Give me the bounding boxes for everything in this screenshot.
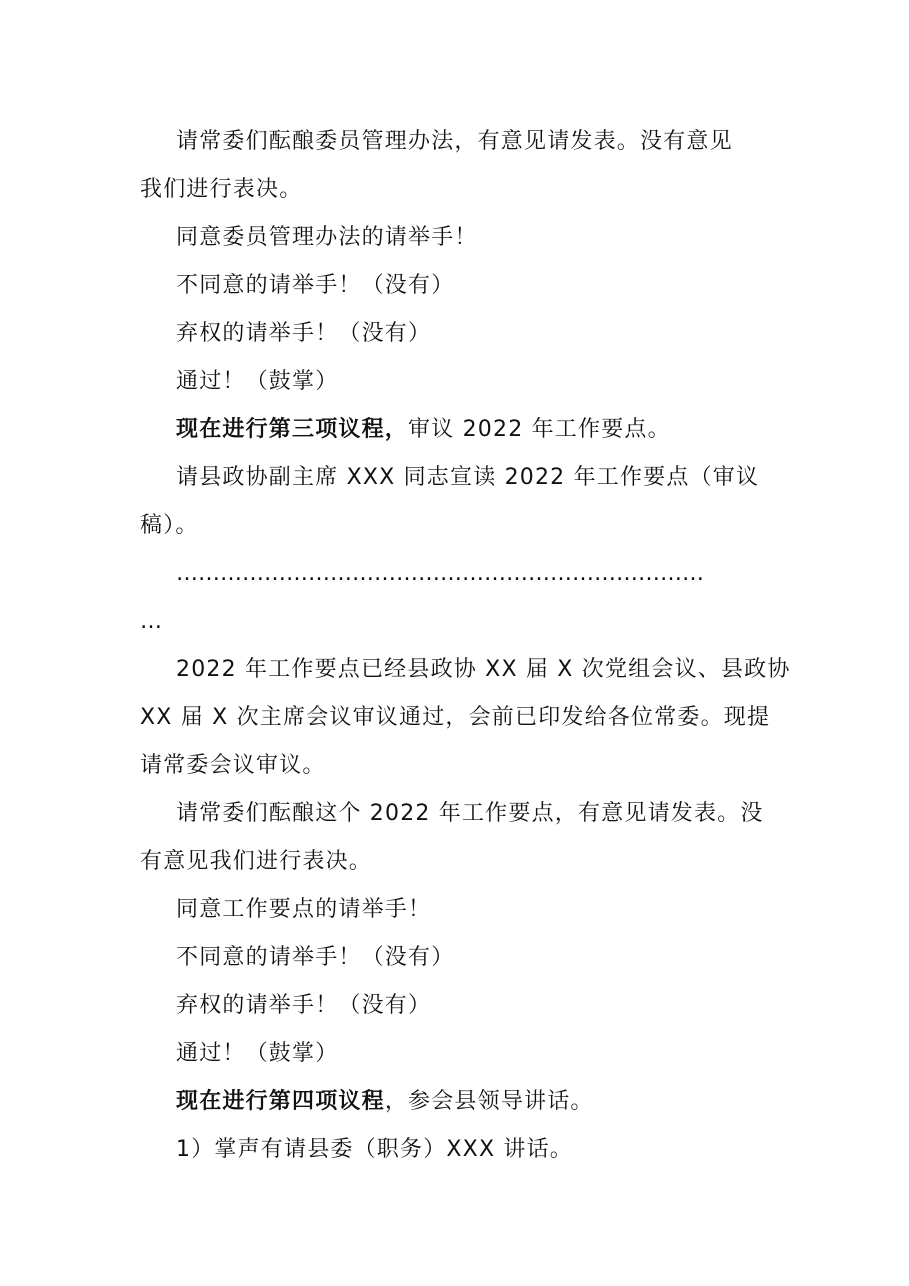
agenda-item-heading: 现在进行第三项议程， [176,417,409,442]
agenda-item-heading: 现在进行第四项议程 [176,1089,385,1114]
agenda-item-line [176,1087,770,1117]
paragraph-line: 请常委们酝酿这个 2022 年工作要点，有意见请发表。没 [176,801,764,826]
ellipsis-line: … [140,609,162,634]
paragraph-line: 1）掌声有请县委（职务）XXX 讲话。 [176,1137,574,1162]
paragraph-line: 弃权的请举手！（没有） [176,993,432,1018]
paragraph-line: 弃权的请举手！（没有） [176,321,432,346]
paragraph-line: 通过！（鼓掌） [176,1041,339,1066]
ellipsis-line: ……………………………………………………………… [176,561,704,586]
paragraph-line: 请县政协副主席 XXX 同志宣读 2022 年工作要点（审议 [176,465,760,490]
paragraph-line: 2022 年工作要点已经县政协 XX 届 X 次党组会议、县政协 [176,657,791,682]
paragraph-line: 有意见我们进行表决。 [140,849,373,874]
paragraph-line: 通过！（鼓掌） [176,369,339,394]
paragraph-line: 不同意的请举手！（没有） [176,273,455,298]
agenda-item-line [176,415,770,445]
paragraph-line: XX 届 X 次主席会议审议通过，会前已印发给各位常委。现提 [140,705,771,730]
agenda-item-text: 审议 2022 年工作要点。 [408,417,671,442]
paragraph-line: 请常委会议审议。 [140,753,326,778]
agenda-item-text: ，参会县领导讲话。 [384,1089,594,1114]
paragraph-line: 请常委们酝酿委员管理办法，有意见请发表。没有意见 [176,129,733,154]
paragraph-line: 同意委员管理办法的请举手！ [176,225,478,250]
paragraph-line: 稿）。 [140,513,199,538]
paragraph-line: 我们进行表决。 [140,177,303,202]
paragraph-line: 同意工作要点的请举手！ [176,897,432,922]
paragraph-line: 不同意的请举手！（没有） [176,945,455,970]
